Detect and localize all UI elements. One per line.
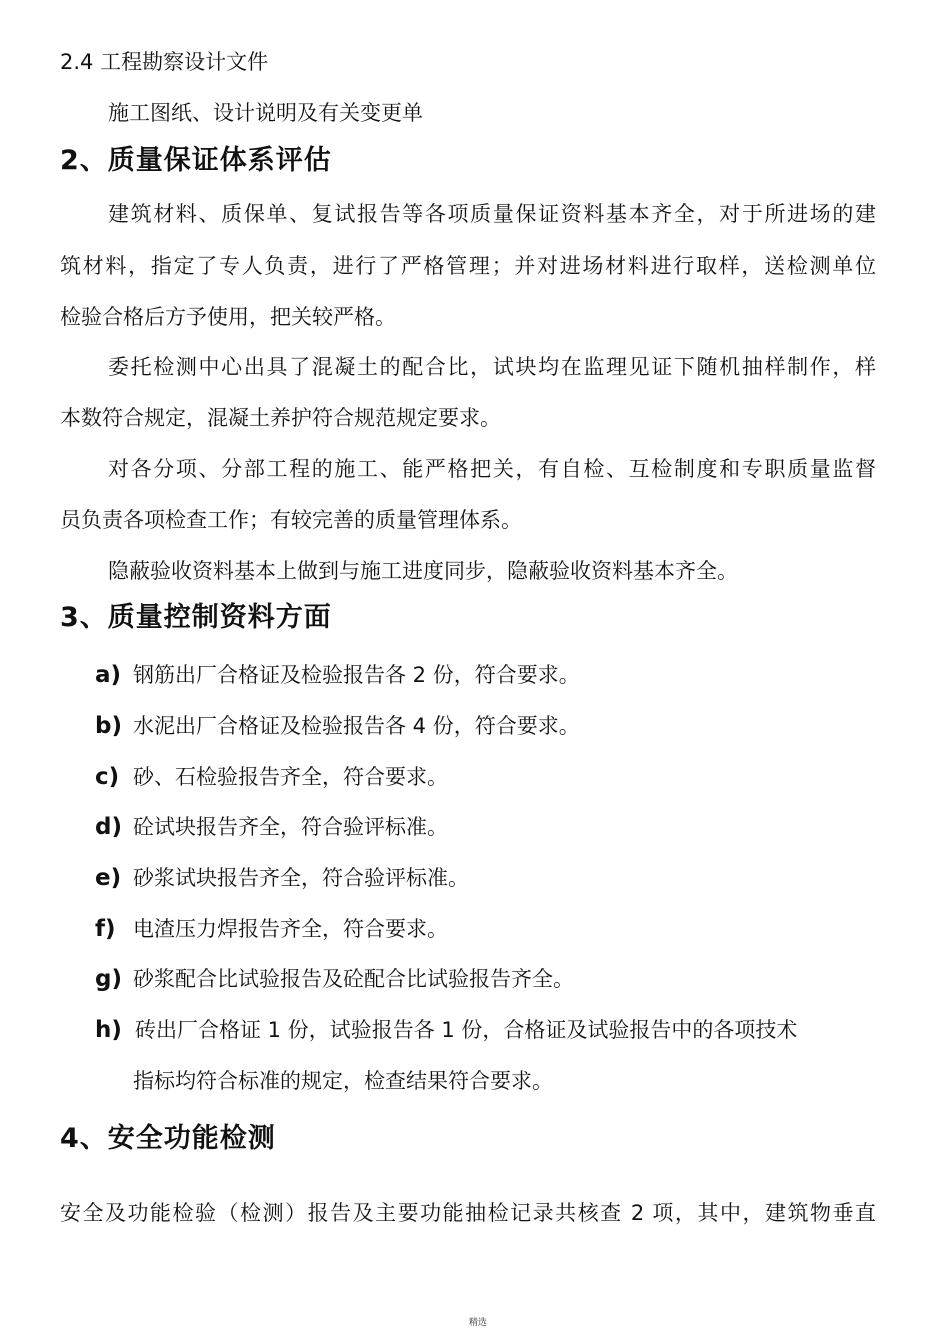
section-2-paragraph-4: 隐蔽验收资料基本上做到与施工进度同步，隐蔽验收资料基本齐全。 <box>108 559 738 583</box>
list-item-letter: a) <box>95 662 122 688</box>
list-item-letter: f) <box>95 916 116 942</box>
section-2-paragraph-3-line-2: 员负责各项检查工作；有较完善的质量管理体系。 <box>60 508 522 532</box>
list-item-text: 钢筋出厂合格证及检验报告各 2 份，符合要求。 <box>133 663 580 687</box>
list-item-letter: h) <box>95 1017 122 1043</box>
list-item-text: 水泥出厂合格证及检验报告各 4 份，符合要求。 <box>133 714 580 738</box>
section-4-heading: 4、安全功能检测 <box>60 1123 276 1154</box>
list-item-text: 砖出厂合格证 1 份，试验报告各 1 份，合格证及试验报告中的各项技术 <box>135 1018 798 1042</box>
list-item-text: 砼试块报告齐全，符合验评标准。 <box>133 815 448 839</box>
section-2-4-body: 施工图纸、设计说明及有关变更单 <box>108 101 423 125</box>
section-2-heading: 2、质量保证体系评估 <box>60 145 332 176</box>
section-2-paragraph-2-line-1: 委托检测中心出具了混凝土的配合比，试块均在监理见证下随机抽样制作，样 <box>108 355 876 379</box>
list-item-letter: b) <box>95 713 122 739</box>
section-2-paragraph-2-line-2: 本数符合规定，混凝土养护符合规范规定要求。 <box>60 406 501 430</box>
section-2-4-heading: 2.4 工程勘察设计文件 <box>60 50 269 74</box>
list-item-letter: e) <box>95 865 122 891</box>
section-4-body-line-1: 安全及功能检验（检测）报告及主要功能抽检记录共核查 2 项，其中，建筑物垂直 <box>60 1201 876 1225</box>
list-item-letter: g) <box>95 966 122 992</box>
list-item-letter: c) <box>95 764 120 790</box>
section-2-paragraph-1-line-2: 筑材料，指定了专人负责，进行了严格管理；并对进场材料进行取样，送检测单位 <box>60 254 876 278</box>
section-2-paragraph-3-line-1: 对各分项、分部工程的施工、能严格把关，有自检、互检制度和专职质量监督 <box>108 457 876 481</box>
list-item-text: 砂浆试块报告齐全，符合验评标准。 <box>133 866 469 890</box>
list-item-text-continued: 指标均符合标准的规定，检查结果符合要求。 <box>133 1069 553 1093</box>
footer-mark: 精选 <box>468 1318 487 1328</box>
list-item-letter: d) <box>95 814 122 840</box>
section-2-paragraph-1-line-1: 建筑材料、质保单、复试报告等各项质量保证资料基本齐全，对于所进场的建 <box>108 202 876 226</box>
list-item-text: 砂浆配合比试验报告及砼配合比试验报告齐全。 <box>133 967 574 991</box>
list-item-text: 砂、石检验报告齐全，符合要求。 <box>133 765 448 789</box>
section-3-heading: 3、质量控制资料方面 <box>60 602 332 633</box>
list-item-text: 电渣压力焊报告齐全，符合要求。 <box>133 917 448 941</box>
section-2-paragraph-1-line-3: 检验合格后方予使用，把关较严格。 <box>60 305 396 329</box>
